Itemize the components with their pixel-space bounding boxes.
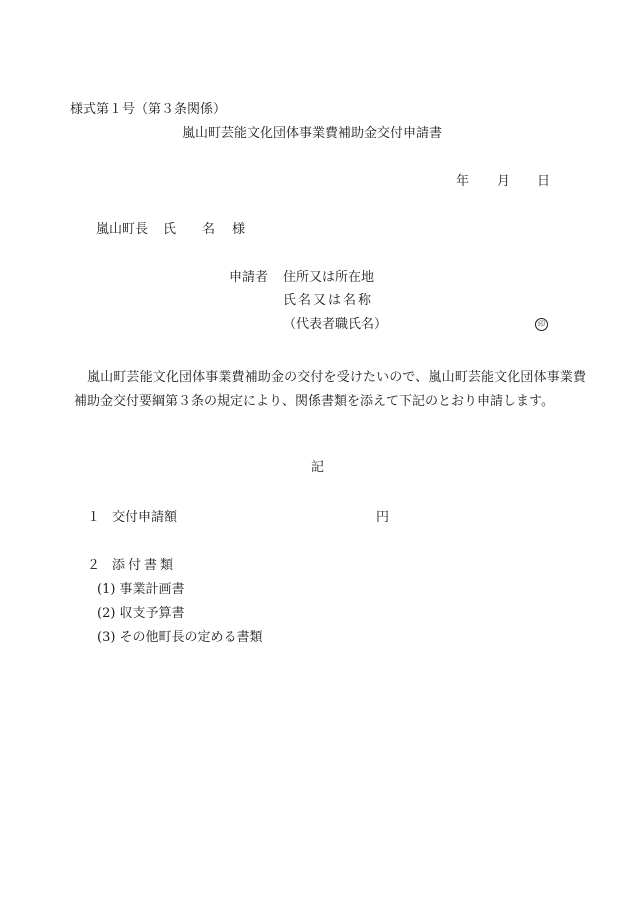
addressee-town: 嵐山町長 <box>96 222 149 237</box>
item2-number: ２ <box>87 558 101 573</box>
attachment-item: (1) 事業計画書 <box>97 582 185 597</box>
applicant-representative-label: （代表者職氏名） <box>283 317 388 332</box>
seal-icon: 印 <box>535 318 548 331</box>
body-paragraph: 嵐山町芸能文化団体事業費補助金の交付を受けたいので、嵐山町芸能文化団体事業費補助金交付要綱第３条の規定により、関係書類を添えて下記のとおり申請します。 <box>74 370 586 409</box>
ki-heading: 記 <box>311 460 325 475</box>
item1-unit: 円 <box>376 510 390 525</box>
addressee-honorific: 様 <box>232 222 246 237</box>
applicant-address-label: 住所又は所在地 <box>283 270 375 285</box>
attachment-item: (3) その他町長の定める書類 <box>97 630 263 645</box>
form-number: 様式第１号（第３条関係） <box>70 102 227 117</box>
applicant-name-label: 氏名又は名称 <box>283 293 374 308</box>
addressee-name-second: 名 <box>202 222 216 237</box>
document-title: 嵐山町芸能文化団体事業費補助金交付申請書 <box>182 126 443 141</box>
item2-label: 添付書類 <box>112 558 177 573</box>
date-month-label: 月 <box>497 174 511 189</box>
attachment-item: (2) 収支予算書 <box>97 606 185 621</box>
item1-label: 交付申請額 <box>112 510 178 525</box>
date-day-label: 日 <box>537 174 551 189</box>
applicant-label: 申請者 <box>229 270 269 285</box>
addressee-name-first: 氏 <box>163 222 177 237</box>
addressee-name-placeholder <box>163 222 215 238</box>
item1-number: １ <box>87 510 101 525</box>
date-year-label: 年 <box>456 174 470 189</box>
